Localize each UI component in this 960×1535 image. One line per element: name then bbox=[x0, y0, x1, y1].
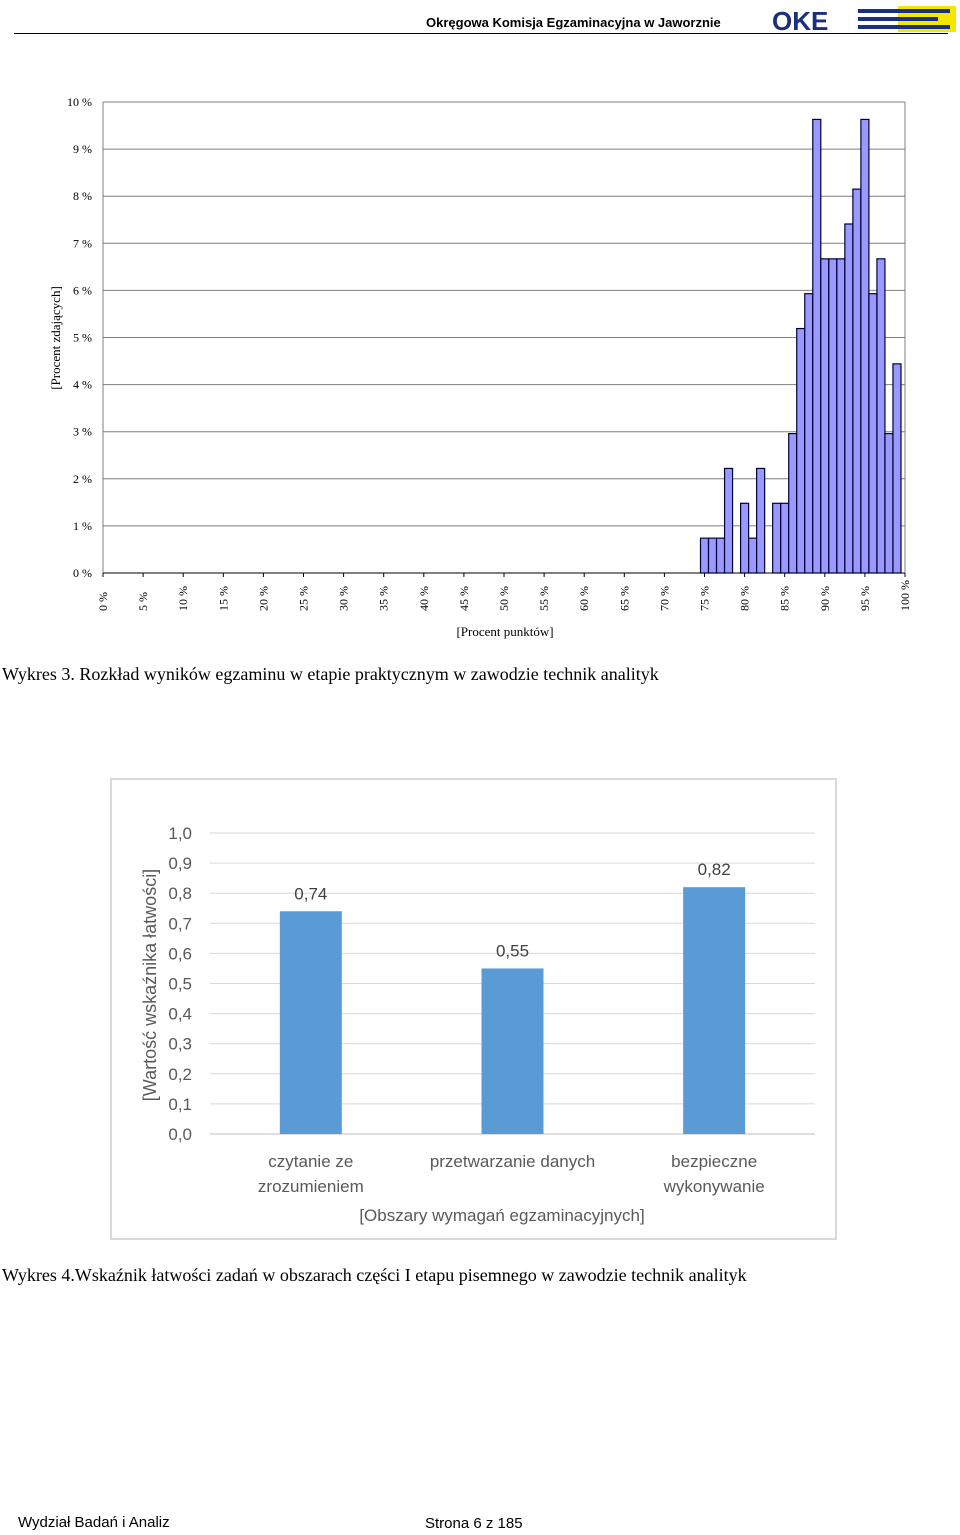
score-distribution-chart bbox=[0, 85, 960, 645]
histogram-bar bbox=[749, 538, 757, 573]
y-tick-label: 8 % bbox=[73, 189, 92, 204]
histogram-bar bbox=[853, 189, 861, 573]
data-label: 0,82 bbox=[697, 860, 731, 880]
y-tick-label: 2 % bbox=[73, 471, 92, 486]
bar bbox=[482, 968, 544, 1134]
x-tick-label: 30 % bbox=[336, 586, 351, 611]
data-label: 0,55 bbox=[495, 941, 530, 961]
x-tick-label: 70 % bbox=[657, 586, 672, 611]
x-tick-label: 60 % bbox=[577, 586, 592, 611]
histogram-bar bbox=[861, 119, 869, 573]
data-label: 0,74 bbox=[294, 884, 328, 904]
histogram-bar bbox=[845, 224, 853, 573]
y-tick-label: 7 % bbox=[73, 236, 92, 251]
histogram-bar bbox=[813, 119, 821, 573]
y-tick-label: 0,7 bbox=[168, 914, 192, 934]
y-tick-label: 10 % bbox=[67, 95, 92, 109]
y-tick-label: 0,4 bbox=[168, 1004, 192, 1024]
histogram-bar bbox=[725, 468, 733, 573]
histogram-bar bbox=[893, 364, 901, 573]
histogram-bar bbox=[805, 294, 813, 573]
category-label: wykonywanie bbox=[663, 1177, 765, 1196]
x-tick-label: 15 % bbox=[216, 586, 231, 611]
x-tick-label: 75 % bbox=[697, 586, 712, 611]
oke-logo bbox=[770, 4, 958, 34]
x-tick-label: 80 % bbox=[737, 586, 752, 611]
histogram-bar bbox=[789, 434, 797, 573]
y-tick-label: 5 % bbox=[73, 330, 92, 345]
histogram-bar bbox=[709, 538, 717, 573]
histogram-bar bbox=[741, 503, 749, 573]
histogram-bar bbox=[877, 259, 885, 573]
x-tick-label: 40 % bbox=[416, 586, 431, 611]
histogram-bar bbox=[885, 434, 893, 573]
x-tick-label: 85 % bbox=[777, 586, 792, 611]
difficulty-index-chart bbox=[110, 778, 837, 1240]
histogram-bar bbox=[837, 259, 845, 573]
x-tick-label: 45 % bbox=[456, 586, 471, 611]
x-tick-label: 55 % bbox=[537, 586, 552, 611]
header-title: Okręgowa Komisja Egzaminacyjna w Jaworznie bbox=[426, 15, 721, 30]
category-label: bezpieczne bbox=[671, 1152, 758, 1171]
y-tick-label: 1 % bbox=[73, 518, 92, 533]
x-tick-label: 35 % bbox=[376, 586, 391, 611]
y-tick-label: 0,9 bbox=[168, 854, 192, 874]
bar bbox=[683, 887, 745, 1134]
x-tick-label: 50 % bbox=[497, 586, 511, 611]
histogram-bar bbox=[821, 259, 829, 573]
histogram-bar bbox=[869, 294, 877, 573]
footer-page-number: Strona 6 z 185 bbox=[425, 1515, 523, 1532]
footer-department: Wydział Badań i Analiz bbox=[18, 1514, 170, 1531]
histogram-bar bbox=[797, 329, 805, 573]
y-tick-label: 0,5 bbox=[168, 974, 192, 994]
y-tick-label: 9 % bbox=[73, 142, 92, 157]
y-axis-title: [Wartość wskaźnika łatwości] bbox=[140, 868, 160, 1102]
histogram-bar bbox=[717, 538, 725, 573]
logo-text: OKE bbox=[772, 6, 829, 34]
category-label: zrozumieniem bbox=[257, 1177, 364, 1196]
bar bbox=[280, 911, 342, 1134]
x-axis-title: [Obszary wymagań egzaminacyjnych] bbox=[359, 1206, 645, 1225]
y-tick-label: 0,0 bbox=[168, 1125, 192, 1144]
y-axis-title: [Procent zdających] bbox=[48, 286, 63, 390]
histogram-bar bbox=[781, 503, 789, 573]
y-tick-label: 0,1 bbox=[168, 1094, 192, 1114]
histogram-bar bbox=[829, 259, 837, 573]
x-axis-title: [Procent punktów] bbox=[456, 624, 554, 639]
x-tick-label: 20 % bbox=[256, 586, 271, 611]
x-tick-label: 25 % bbox=[296, 586, 311, 611]
y-tick-label: 0 % bbox=[73, 566, 92, 580]
x-tick-label: 100 % bbox=[898, 580, 912, 611]
y-tick-label: 1,0 bbox=[168, 824, 192, 843]
caption-chart-3: Wykres 3. Rozkład wyników egzaminu w etapie praktycznym w zawodzie technik analityk bbox=[2, 664, 659, 684]
y-tick-label: 4 % bbox=[73, 377, 92, 392]
caption-chart-4: Wykres 4.Wskaźnik łatwości zadań w obszarach części I etapu pisemnego w zawodzie technik analityk bbox=[2, 1265, 747, 1285]
histogram-bar bbox=[757, 468, 765, 573]
x-tick-label: 95 % bbox=[857, 586, 872, 611]
x-tick-label: 5 % bbox=[136, 592, 151, 611]
x-tick-label: 90 % bbox=[817, 586, 832, 611]
y-tick-label: 0,3 bbox=[168, 1034, 192, 1054]
y-tick-label: 3 % bbox=[73, 424, 92, 439]
x-tick-label: 0 % bbox=[96, 592, 110, 611]
y-tick-label: 6 % bbox=[73, 283, 92, 298]
category-label: przetwarzanie danych bbox=[429, 1152, 596, 1171]
category-label: czytanie ze bbox=[268, 1152, 354, 1171]
y-tick-label: 0,8 bbox=[168, 884, 192, 904]
histogram-bar bbox=[773, 503, 781, 573]
y-tick-label: 0,2 bbox=[168, 1064, 192, 1084]
x-tick-label: 65 % bbox=[617, 586, 632, 611]
y-tick-label: 0,6 bbox=[168, 944, 192, 964]
histogram-bar bbox=[700, 538, 708, 573]
x-tick-label: 10 % bbox=[176, 586, 191, 611]
